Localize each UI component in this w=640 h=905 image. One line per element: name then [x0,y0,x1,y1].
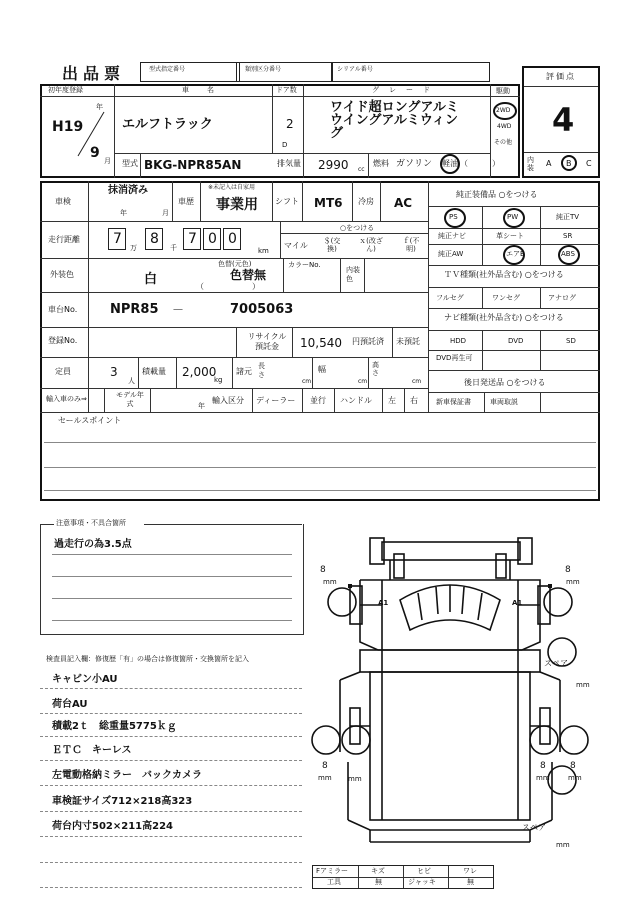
accessory-table: Fアミラー キズ ヒビ ワレ 工具 無 ジャッキ 無 [312,865,494,889]
exterior-value: 白 [144,272,158,287]
category-no-field: 類別区分番号 [236,62,332,82]
note-line-3: 積載2ｔ 総重量5775ｋｇ [52,721,177,732]
fuel-other: （ ） [460,159,500,168]
mileage-digit: 8 [150,231,159,247]
note-line-7: 荷台内寸502×211高224 [52,821,174,832]
load-value: 2,000 [182,365,217,379]
history-value: 事業用 [216,197,258,213]
era-year: H19 [52,119,84,135]
tire-rear-right-value: 8 [540,761,546,771]
tire-front-left-value: 8 [320,565,326,575]
damage-code-right: A1 [512,599,523,607]
damage-code-left: A1 [378,599,389,607]
note-line-6: 車検証サイズ712×218高323 [52,796,193,807]
doors-value: 2 [286,117,294,131]
note-line-2: 荷台AU [52,699,88,710]
model-value: BKG-NPR85AN [144,158,242,172]
tire-rear-right-outer-value: 8 [570,761,576,771]
drive-other: その他 [494,139,513,146]
drive-4wd: 4WD [497,123,512,130]
mileage-digit: 0 [228,231,237,247]
ac-value: AC [394,196,413,210]
model-cert-no-field: 型式指定番号 [140,62,240,82]
first-reg-label: 初年度登録 [48,86,83,94]
spare-label-1: スペア [544,659,568,668]
car-name: エルフトラック [122,117,213,132]
tire-front-right-value: 8 [565,565,571,575]
equipment-panel: 純正装備品 ○をつける PS PW 純正TV 純正ナビ 革シート SR 純正AW エアB ABS ＴＶ種類(社外品含む) ○をつける フルセグ ワンセグ アナログ ナビ種類(社外品含む) ○をつける HDD DVD SD DVD再生可 後日発送品 ○をつける 新車保証書 車両取説 [428,181,600,412]
chassis-number: 7005063 [230,302,294,317]
displacement-value: 2990 [318,158,349,172]
mileage-digit: 0 [208,231,217,247]
repaint-value: 色替無 [230,268,267,282]
chassis-prefix: NPR85 [110,302,159,317]
form-title: 出品票 [62,64,126,83]
spare-label-2: スペア [522,823,546,832]
sales-point-label: セールスポイント [58,416,122,425]
grade-value: ワイド超ロングアルミウイングアルミウィング [330,100,459,141]
mileage-digit: 7 [113,231,122,247]
fuel-diesel: 軽油 [442,159,458,168]
fuel-gasoline: ガソリン [396,159,433,169]
recycle-value: 10,540 [300,336,342,350]
drive-2wd: 2WD [496,107,511,114]
inspector-label: 検査員記入欄：修復歴「有」の場合は修復箇所・交換箇所を記入 [46,655,249,663]
grade-label: グレード [372,86,440,94]
caution-label: 注意事項・不具合箇所 [56,519,126,527]
note-line-5: 左電動格納ミラー バックカメラ [52,770,202,781]
capacity-value: 3 [110,365,118,379]
note-line-4: ＥＴＣ キーレス [52,745,132,756]
score-value: 4 [552,101,575,139]
month-value: 9 [90,145,100,161]
car-name-label: 車名 [182,86,232,94]
tire-rear-left-value: 8 [322,761,328,771]
score-label: 評価点 [546,72,576,81]
note-line-1: キャビン小AU [52,674,118,685]
caution-text: 過走行の為3.5点 [54,539,132,550]
mileage-digit: 7 [188,231,197,247]
serial-no-field: シリアル番号 [332,62,490,82]
inspection-value: 抹消済み [108,185,148,196]
truck-diagram [300,530,600,860]
shift-value: MT6 [314,196,343,210]
